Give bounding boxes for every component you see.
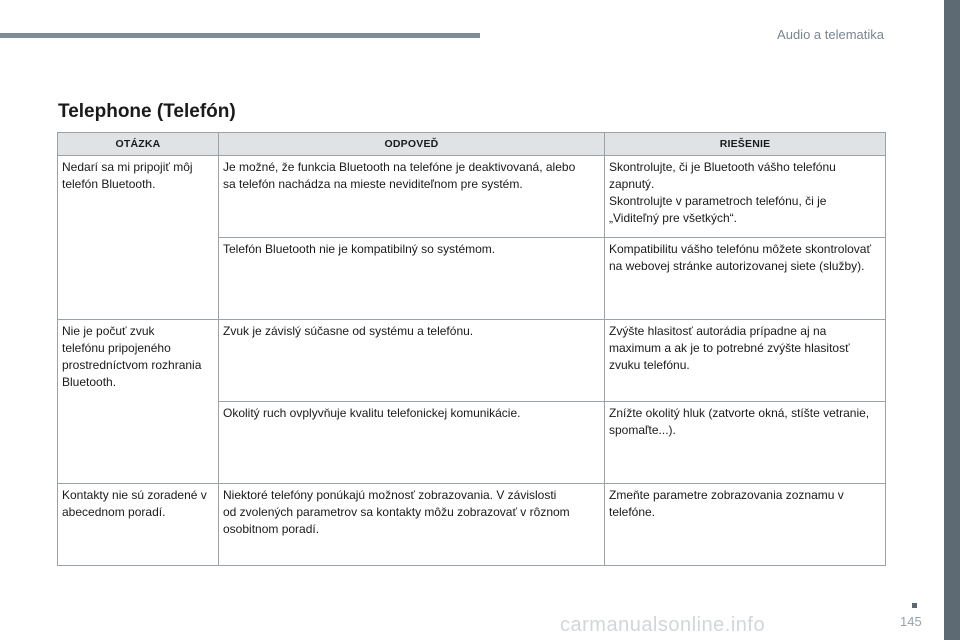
answer-cell <box>219 156 605 238</box>
solution-cell <box>605 238 886 320</box>
solution-cell <box>605 402 886 484</box>
answer-cell <box>219 238 605 320</box>
question-text: Nie je počuť zvuk telefónu pripojeného prostredníctvom rozhrania Bluetooth. <box>62 324 202 389</box>
solution-cell <box>605 484 886 566</box>
answer-cell <box>219 402 605 484</box>
column-header-answer: ODPOVEĎ <box>219 133 605 156</box>
solution-text: Kompatibilitu vášho telefónu môžete skontrolovať na webovej stránke autorizovanej siete (služby). <box>609 242 871 273</box>
answer-text: Zvuk je závislý súčasne od systému a telefónu. <box>223 324 474 338</box>
question-text: Kontakty nie sú zoradené v abecednom poradí. <box>62 488 207 519</box>
page-edge-strip <box>944 0 960 640</box>
solution-cell <box>605 156 886 238</box>
table-row <box>58 484 886 566</box>
page-title: Telephone (Telefón) <box>58 101 236 122</box>
answer-text: Je možné, že funkcia Bluetooth na telefóne je deaktivovaná, alebo sa telefón nachádza na mieste neviditeľnom pre systém. <box>223 160 576 191</box>
answer-cell <box>219 484 605 566</box>
table-row <box>58 156 886 238</box>
page-marker-dot <box>912 603 917 608</box>
solution-text: Znížte okolitý hluk (zatvorte okná, stíšte vetranie, spomaľte...). <box>609 406 870 437</box>
question-cell <box>58 320 219 484</box>
table-header-row <box>58 133 886 156</box>
solution-text: Zmeňte parametre zobrazovania zoznamu v telefóne. <box>609 488 844 519</box>
page-number: 145 <box>900 614 922 629</box>
solution-text: Skontrolujte, či je Bluetooth vášho telefónu zapnutý. Skontrolujte v parametroch telefónu, či je „Viditeľný pre všetkých“. <box>609 160 836 225</box>
question-cell <box>58 484 219 566</box>
header-rule <box>0 33 480 38</box>
answer-text: Telefón Bluetooth nie je kompatibilný so systémom. <box>223 242 496 256</box>
column-header-solution: RIEŠENIE <box>605 133 886 156</box>
solution-text: Zvýšte hlasitosť autorádia prípadne aj na maximum a ak je to potrebné zvýšte hlasitosť zvuku telefónu. <box>609 324 850 372</box>
answer-text: Niektoré telefóny ponúkajú možnosť zobrazovania. V závislosti od zvolených parametrov sa kontakty môžu zobrazovať v rôznom osobitnom poradí. <box>223 488 570 536</box>
question-text: Nedarí sa mi pripojiť môj telefón Bluetooth. <box>62 160 193 191</box>
troubleshooting-table <box>57 132 886 566</box>
watermark: carmanualsonline.info <box>560 614 766 636</box>
answer-text: Okolitý ruch ovplyvňuje kvalitu telefonickej komunikácie. <box>223 406 521 420</box>
solution-cell <box>605 320 886 402</box>
section-label: Audio a telematika <box>777 27 884 42</box>
table-row <box>58 320 886 402</box>
column-header-question: OTÁZKA <box>58 133 219 156</box>
question-cell <box>58 156 219 320</box>
answer-cell <box>219 320 605 402</box>
